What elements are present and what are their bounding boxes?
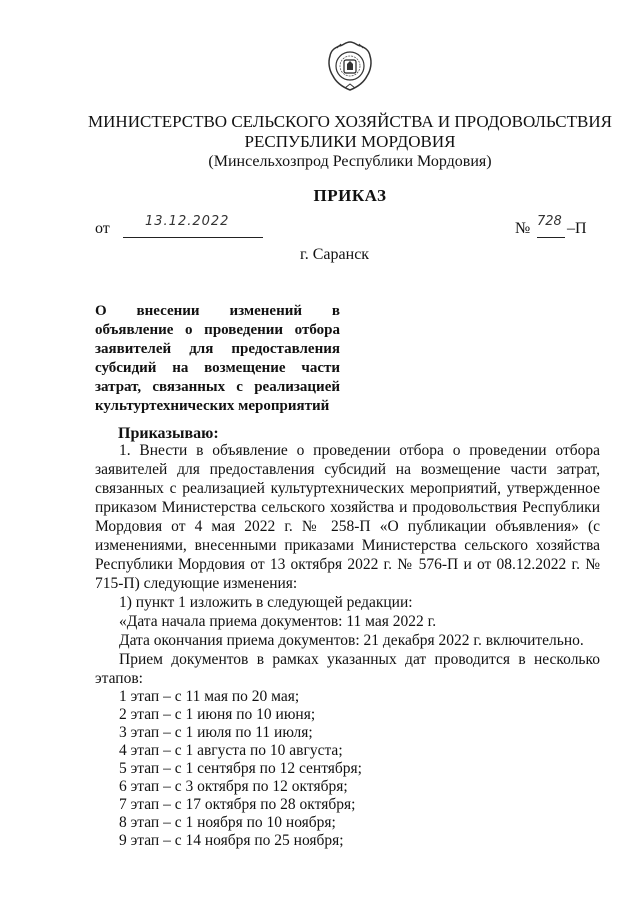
stages-intro: Прием документов в рамках указанных дат проводится в несколько этапов: [95, 651, 600, 687]
stage-item: 2 этап – с 1 июня по 10 июня; [119, 706, 316, 723]
ministry-name-line2: РЕСПУБЛИКИ МОРДОВИЯ [244, 132, 456, 151]
order-title [95, 302, 340, 416]
end-date-line: Дата окончания приема документов: 21 декабря 2022 г. включительно. [119, 632, 584, 649]
stage-item: 4 этап – с 1 августа по 10 августа; [119, 742, 343, 759]
handwritten-number: 728 [537, 214, 562, 229]
date-underline [123, 237, 263, 238]
stage-item: 6 этап – с 3 октября по 12 октября; [119, 778, 348, 795]
stage-item: 8 этап – с 1 ноября по 10 ноября; [119, 814, 336, 831]
paragraph-1: 1. Внести в объявление о проведении отбора о проведении отбора заявителей для предоставления субсидий на возмещение части затрат, связанных с реализацией культуртехнических мероприятий, утвержденное приказом Министерства сельского хозяйства и продовольствия Республики Мордовия от 4 мая 2022 г. № 258-П «О публикации объявления» (с изменениями, внесенными приказами Министерства сельского хозяйства Республики Мордовия от 13 октября 2022 г. № 576-П и от 08.12.2022 г. № 715-П) следующие изменения: [95, 442, 600, 592]
start-date-line: «Дата начала приема документов: 11 мая 2022 г. [119, 613, 437, 630]
orders-heading: Приказываю: [118, 425, 219, 442]
order-body [95, 441, 600, 850]
ministry-short-name: (Минсельхозпрод Республики Мордовия) [208, 153, 492, 170]
date-label: от [95, 220, 110, 237]
document-type-heading: ПРИКАЗ [313, 186, 387, 205]
title-line: объявление о проведении отбора [95, 322, 340, 338]
number-label: № [515, 220, 531, 237]
ministry-name-line1: МИНИСТЕРСТВО СЕЛЬСКОГО ХОЗЯЙСТВА И ПРОДОВОЛЬСТВИЯ [88, 112, 612, 131]
number-underline [537, 237, 565, 238]
order-number [515, 214, 595, 242]
stage-item: 5 этап – с 1 сентября по 12 сентября; [119, 760, 362, 777]
handwritten-date: 13.12.2022 [145, 214, 230, 229]
title-line: субсидий на возмещение части [95, 360, 340, 376]
stage-item: 7 этап – с 17 октября по 28 октября; [119, 796, 356, 813]
number-suffix: –П [567, 220, 587, 237]
title-line: культуртехнических мероприятий [95, 398, 330, 414]
city-name: г. Саранск [300, 246, 370, 263]
stage-item: 1 этап – с 11 мая по 20 мая; [119, 688, 300, 705]
title-line: затрат, связанных с реализацией [95, 379, 340, 395]
stage-item: 9 этап – с 14 ноября по 25 ноября; [119, 832, 344, 849]
stage-item: 3 этап – с 1 июля по 11 июля; [119, 724, 313, 741]
coat-of-arms-emblem [327, 40, 373, 92]
item-1: 1) пункт 1 изложить в следующей редакции: [119, 594, 413, 611]
title-line: заявителей для предоставления [95, 341, 340, 357]
title-line: О внесении изменений в [95, 303, 340, 319]
date-number-row [95, 214, 595, 242]
